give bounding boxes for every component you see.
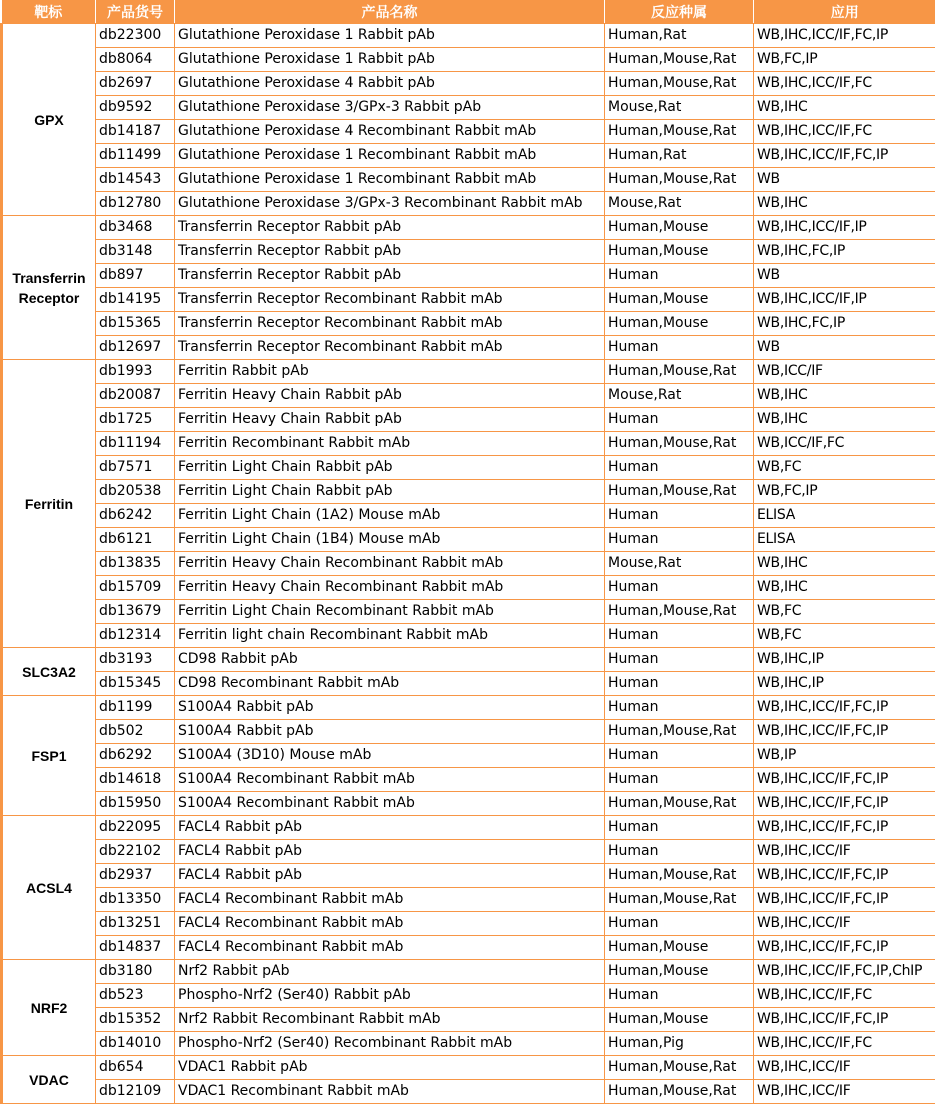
reactivity-cell: Human [605, 336, 754, 360]
application-cell: WB [754, 336, 935, 360]
product-name-cell: Ferritin Rabbit pAb [175, 360, 605, 384]
target-cell: Ferritin [2, 360, 96, 648]
reactivity-cell: Human [605, 624, 754, 648]
application-cell: WB,IHC,ICC/IF,FC [754, 120, 935, 144]
reactivity-cell: Human [605, 456, 754, 480]
reactivity-cell: Human,Mouse,Rat [605, 72, 754, 96]
catalog-number-cell: db12109 [96, 1080, 175, 1104]
reactivity-cell: Human [605, 768, 754, 792]
application-cell: WB,IHC [754, 576, 935, 600]
catalog-number-cell: db3148 [96, 240, 175, 264]
application-cell: WB,IHC,ICC/IF,FC,IP [754, 936, 935, 960]
application-cell: WB,IP [754, 744, 935, 768]
application-cell: WB,FC [754, 600, 935, 624]
catalog-number-cell: db3468 [96, 216, 175, 240]
product-name-cell: Glutathione Peroxidase 1 Rabbit pAb [175, 48, 605, 72]
application-cell: WB,IHC [754, 192, 935, 216]
catalog-number-cell: db20538 [96, 480, 175, 504]
product-name-cell: VDAC1 Recombinant Rabbit mAb [175, 1080, 605, 1104]
reactivity-cell: Human,Mouse [605, 216, 754, 240]
catalog-number-cell: db14195 [96, 288, 175, 312]
target-cell: ACSL4 [2, 816, 96, 960]
reactivity-cell: Human [605, 528, 754, 552]
table-row [2, 24, 935, 48]
table-row [2, 312, 935, 336]
table-row [2, 408, 935, 432]
table-row [2, 96, 935, 120]
reactivity-cell: Human [605, 672, 754, 696]
application-cell: WB,IHC,IP [754, 672, 935, 696]
application-cell: WB,IHC,ICC/IF,FC,IP [754, 816, 935, 840]
application-cell: WB,IHC,ICC/IF,FC,IP [754, 864, 935, 888]
product-name-cell: Ferritin Heavy Chain Rabbit pAb [175, 384, 605, 408]
product-name-cell: Glutathione Peroxidase 1 Recombinant Rabbit mAb [175, 168, 605, 192]
table-row [2, 240, 935, 264]
product-name-cell: Ferritin Light Chain Recombinant Rabbit mAb [175, 600, 605, 624]
reactivity-cell: Human,Mouse [605, 1008, 754, 1032]
product-name-cell: S100A4 (3D10) Mouse mAb [175, 744, 605, 768]
catalog-number-cell: db7571 [96, 456, 175, 480]
catalog-number-cell: db1993 [96, 360, 175, 384]
application-cell: WB,IHC,ICC/IF,IP [754, 288, 935, 312]
product-name-cell: CD98 Recombinant Rabbit mAb [175, 672, 605, 696]
table-row [2, 144, 935, 168]
catalog-number-cell: db15352 [96, 1008, 175, 1032]
table-row [2, 192, 935, 216]
table-row [2, 648, 935, 672]
catalog-number-cell: db15365 [96, 312, 175, 336]
reactivity-cell: Mouse,Rat [605, 552, 754, 576]
catalog-number-cell: db8064 [96, 48, 175, 72]
reactivity-cell: Human,Mouse [605, 240, 754, 264]
reactivity-cell: Human,Mouse,Rat [605, 792, 754, 816]
catalog-number-cell: db13835 [96, 552, 175, 576]
application-cell: WB,IHC [754, 384, 935, 408]
reactivity-cell: Human,Mouse,Rat [605, 1056, 754, 1080]
application-cell: WB [754, 264, 935, 288]
application-cell: WB,FC,IP [754, 48, 935, 72]
table-row [2, 72, 935, 96]
application-cell: WB,IHC,ICC/IF [754, 912, 935, 936]
product-name-cell: Nrf2 Rabbit Recombinant Rabbit mAb [175, 1008, 605, 1032]
catalog-number-cell: db2697 [96, 72, 175, 96]
product-name-cell: Transferrin Receptor Rabbit pAb [175, 240, 605, 264]
product-name-cell: FACL4 Rabbit pAb [175, 840, 605, 864]
table-row [2, 360, 935, 384]
header-product-name: 产品名称 [175, 0, 605, 24]
product-name-cell: Transferrin Receptor Rabbit pAb [175, 216, 605, 240]
application-cell: WB,IHC,ICC/IF,FC,IP [754, 24, 935, 48]
product-name-cell: FACL4 Recombinant Rabbit mAb [175, 912, 605, 936]
catalog-number-cell: db22300 [96, 24, 175, 48]
catalog-number-cell: db654 [96, 1056, 175, 1080]
reactivity-cell: Human [605, 912, 754, 936]
catalog-number-cell: db15709 [96, 576, 175, 600]
product-name-cell: Ferritin Heavy Chain Recombinant Rabbit mAb [175, 576, 605, 600]
product-name-cell: Glutathione Peroxidase 1 Recombinant Rabbit mAb [175, 144, 605, 168]
reactivity-cell: Human,Pig [605, 1032, 754, 1056]
application-cell: WB,IHC,ICC/IF,FC,IP [754, 768, 935, 792]
product-name-cell: S100A4 Recombinant Rabbit mAb [175, 768, 605, 792]
catalog-number-cell: db22102 [96, 840, 175, 864]
reactivity-cell: Human [605, 696, 754, 720]
application-cell: WB,IHC,ICC/IF,FC,IP [754, 888, 935, 912]
application-cell: WB,IHC,ICC/IF,FC,IP [754, 144, 935, 168]
reactivity-cell: Human [605, 408, 754, 432]
catalog-number-cell: db12780 [96, 192, 175, 216]
catalog-number-cell: db14618 [96, 768, 175, 792]
product-name-cell: Transferrin Receptor Recombinant Rabbit mAb [175, 336, 605, 360]
table-row [2, 264, 935, 288]
product-name-cell: Glutathione Peroxidase 3/GPx-3 Rabbit pAb [175, 96, 605, 120]
reactivity-cell: Human,Mouse [605, 312, 754, 336]
reactivity-cell: Human,Mouse,Rat [605, 888, 754, 912]
table-row [2, 1032, 935, 1056]
product-name-cell: Ferritin Light Chain (1A2) Mouse mAb [175, 504, 605, 528]
reactivity-cell: Human [605, 504, 754, 528]
catalog-number-cell: db3180 [96, 960, 175, 984]
reactivity-cell: Human [605, 744, 754, 768]
application-cell: ELISA [754, 528, 935, 552]
catalog-number-cell: db2937 [96, 864, 175, 888]
reactivity-cell: Human,Mouse,Rat [605, 720, 754, 744]
reactivity-cell: Human,Mouse [605, 936, 754, 960]
reactivity-cell: Mouse,Rat [605, 384, 754, 408]
catalog-number-cell: db897 [96, 264, 175, 288]
header-row [2, 0, 935, 24]
catalog-number-cell: db1199 [96, 696, 175, 720]
table-row [2, 1008, 935, 1032]
application-cell: WB,IHC,ICC/IF,FC [754, 72, 935, 96]
application-cell: WB,IHC,ICC/IF [754, 1056, 935, 1080]
product-name-cell: Transferrin Receptor Rabbit pAb [175, 264, 605, 288]
product-name-cell: FACL4 Recombinant Rabbit mAb [175, 936, 605, 960]
header-target: 靶标 [2, 0, 96, 24]
reactivity-cell: Human,Mouse,Rat [605, 864, 754, 888]
reactivity-cell: Human,Mouse,Rat [605, 480, 754, 504]
catalog-number-cell: db20087 [96, 384, 175, 408]
header-application: 应用 [754, 0, 935, 24]
catalog-number-cell: db3193 [96, 648, 175, 672]
table-row [2, 984, 935, 1008]
table-row [2, 768, 935, 792]
product-name-cell: Phospho-Nrf2 (Ser40) Recombinant Rabbit mAb [175, 1032, 605, 1056]
reactivity-cell: Human,Rat [605, 24, 754, 48]
target-cell: SLC3A2 [2, 648, 96, 696]
product-name-cell: Transferrin Receptor Recombinant Rabbit mAb [175, 288, 605, 312]
table-row [2, 744, 935, 768]
reactivity-cell: Mouse,Rat [605, 96, 754, 120]
reactivity-cell: Human,Mouse [605, 288, 754, 312]
application-cell: WB,IHC,ICC/IF,FC,IP [754, 1008, 935, 1032]
reactivity-cell: Human [605, 648, 754, 672]
catalog-number-cell: db11194 [96, 432, 175, 456]
product-name-cell: Ferritin Light Chain (1B4) Mouse mAb [175, 528, 605, 552]
reactivity-cell: Human,Mouse,Rat [605, 168, 754, 192]
table-row [2, 600, 935, 624]
table-row [2, 960, 935, 984]
table-row [2, 1056, 935, 1080]
reactivity-cell: Human,Mouse,Rat [605, 1080, 754, 1104]
target-cell: GPX [2, 24, 96, 216]
header-catalog-number: 产品货号 [96, 0, 175, 24]
table-row [2, 576, 935, 600]
application-cell: WB,IHC [754, 96, 935, 120]
application-cell: WB,IHC,FC,IP [754, 240, 935, 264]
product-name-cell: FACL4 Rabbit pAb [175, 864, 605, 888]
product-name-cell: Ferritin Light Chain Rabbit pAb [175, 480, 605, 504]
product-name-cell: Glutathione Peroxidase 4 Recombinant Rabbit mAb [175, 120, 605, 144]
catalog-number-cell: db6292 [96, 744, 175, 768]
table-row [2, 720, 935, 744]
reactivity-cell: Human,Mouse,Rat [605, 600, 754, 624]
table-row [2, 912, 935, 936]
table-row [2, 1080, 935, 1104]
table-row [2, 936, 935, 960]
table-row [2, 480, 935, 504]
application-cell: WB [754, 168, 935, 192]
table-row [2, 288, 935, 312]
table-row [2, 624, 935, 648]
reactivity-cell: Human [605, 816, 754, 840]
product-name-cell: Nrf2 Rabbit pAb [175, 960, 605, 984]
product-name-cell: Glutathione Peroxidase 4 Rabbit pAb [175, 72, 605, 96]
application-cell: WB,FC [754, 456, 935, 480]
application-cell: WB,IHC,FC,IP [754, 312, 935, 336]
product-name-cell: CD98 Rabbit pAb [175, 648, 605, 672]
header-reactivity: 反应种属 [605, 0, 754, 24]
reactivity-cell: Human,Mouse,Rat [605, 120, 754, 144]
application-cell: WB,FC,IP [754, 480, 935, 504]
application-cell: WB,IHC,ICC/IF,FC,IP [754, 696, 935, 720]
product-name-cell: S100A4 Rabbit pAb [175, 720, 605, 744]
catalog-number-cell: db13251 [96, 912, 175, 936]
application-cell: WB,ICC/IF [754, 360, 935, 384]
catalog-number-cell: db15345 [96, 672, 175, 696]
catalog-number-cell: db12314 [96, 624, 175, 648]
table-row [2, 432, 935, 456]
product-name-cell: Ferritin light chain Recombinant Rabbit mAb [175, 624, 605, 648]
catalog-number-cell: db14187 [96, 120, 175, 144]
table-row [2, 168, 935, 192]
table-row [2, 792, 935, 816]
application-cell: WB,FC [754, 624, 935, 648]
product-name-cell: S100A4 Recombinant Rabbit mAb [175, 792, 605, 816]
application-cell: WB,IHC,ICC/IF,FC,IP [754, 792, 935, 816]
product-name-cell: Transferrin Receptor Recombinant Rabbit mAb [175, 312, 605, 336]
product-name-cell: VDAC1 Rabbit pAb [175, 1056, 605, 1080]
product-name-cell: Phospho-Nrf2 (Ser40) Rabbit pAb [175, 984, 605, 1008]
reactivity-cell: Human,Mouse,Rat [605, 48, 754, 72]
table-row [2, 48, 935, 72]
table-row [2, 336, 935, 360]
reactivity-cell: Human,Rat [605, 144, 754, 168]
product-name-cell: FACL4 Recombinant Rabbit mAb [175, 888, 605, 912]
product-name-cell: FACL4 Rabbit pAb [175, 816, 605, 840]
table-body [2, 24, 935, 1104]
reactivity-cell: Human [605, 576, 754, 600]
product-name-cell: S100A4 Rabbit pAb [175, 696, 605, 720]
application-cell: WB,IHC,ICC/IF,FC,IP,ChIP [754, 960, 935, 984]
application-cell: WB,IHC,ICC/IF [754, 1080, 935, 1104]
product-name-cell: Glutathione Peroxidase 3/GPx-3 Recombinant Rabbit mAb [175, 192, 605, 216]
target-cell: Transferrin Receptor [2, 216, 96, 360]
catalog-number-cell: db13679 [96, 600, 175, 624]
table-row [2, 888, 935, 912]
product-name-cell: Ferritin Heavy Chain Rabbit pAb [175, 408, 605, 432]
application-cell: WB,IHC,ICC/IF [754, 840, 935, 864]
application-cell: WB,IHC [754, 408, 935, 432]
target-cell: NRF2 [2, 960, 96, 1056]
reactivity-cell: Human,Mouse,Rat [605, 432, 754, 456]
catalog-number-cell: db22095 [96, 816, 175, 840]
table-row [2, 816, 935, 840]
table-row [2, 384, 935, 408]
product-name-cell: Ferritin Heavy Chain Recombinant Rabbit mAb [175, 552, 605, 576]
catalog-number-cell: db1725 [96, 408, 175, 432]
application-cell: WB,IHC,ICC/IF,FC,IP [754, 720, 935, 744]
reactivity-cell: Human,Mouse,Rat [605, 360, 754, 384]
application-cell: WB,IHC,ICC/IF,FC [754, 1032, 935, 1056]
application-cell: WB,IHC [754, 552, 935, 576]
table-row [2, 840, 935, 864]
application-cell: WB,IHC,ICC/IF,IP [754, 216, 935, 240]
reactivity-cell: Mouse,Rat [605, 192, 754, 216]
catalog-number-cell: db12697 [96, 336, 175, 360]
product-name-cell: Ferritin Light Chain Rabbit pAb [175, 456, 605, 480]
application-cell: WB,ICC/IF,FC [754, 432, 935, 456]
catalog-number-cell: db14010 [96, 1032, 175, 1056]
catalog-number-cell: db6242 [96, 504, 175, 528]
table-row [2, 456, 935, 480]
catalog-number-cell: db14837 [96, 936, 175, 960]
reactivity-cell: Human [605, 840, 754, 864]
catalog-number-cell: db14543 [96, 168, 175, 192]
target-cell: VDAC [2, 1056, 96, 1104]
catalog-number-cell: db9592 [96, 96, 175, 120]
product-name-cell: Ferritin Recombinant Rabbit mAb [175, 432, 605, 456]
reactivity-cell: Human [605, 264, 754, 288]
application-cell: WB,IHC,IP [754, 648, 935, 672]
application-cell: WB,IHC,ICC/IF,FC [754, 984, 935, 1008]
catalog-number-cell: db11499 [96, 144, 175, 168]
table-row [2, 528, 935, 552]
table-row [2, 504, 935, 528]
product-name-cell: Glutathione Peroxidase 1 Rabbit pAb [175, 24, 605, 48]
table-row [2, 864, 935, 888]
catalog-number-cell: db6121 [96, 528, 175, 552]
table-row [2, 216, 935, 240]
target-cell: FSP1 [2, 696, 96, 816]
table-row [2, 552, 935, 576]
table-row [2, 672, 935, 696]
reactivity-cell: Human [605, 984, 754, 1008]
table-row [2, 696, 935, 720]
catalog-number-cell: db15950 [96, 792, 175, 816]
catalog-number-cell: db502 [96, 720, 175, 744]
catalog-number-cell: db13350 [96, 888, 175, 912]
table-row [2, 120, 935, 144]
catalog-number-cell: db523 [96, 984, 175, 1008]
application-cell: ELISA [754, 504, 935, 528]
reactivity-cell: Human,Mouse [605, 960, 754, 984]
